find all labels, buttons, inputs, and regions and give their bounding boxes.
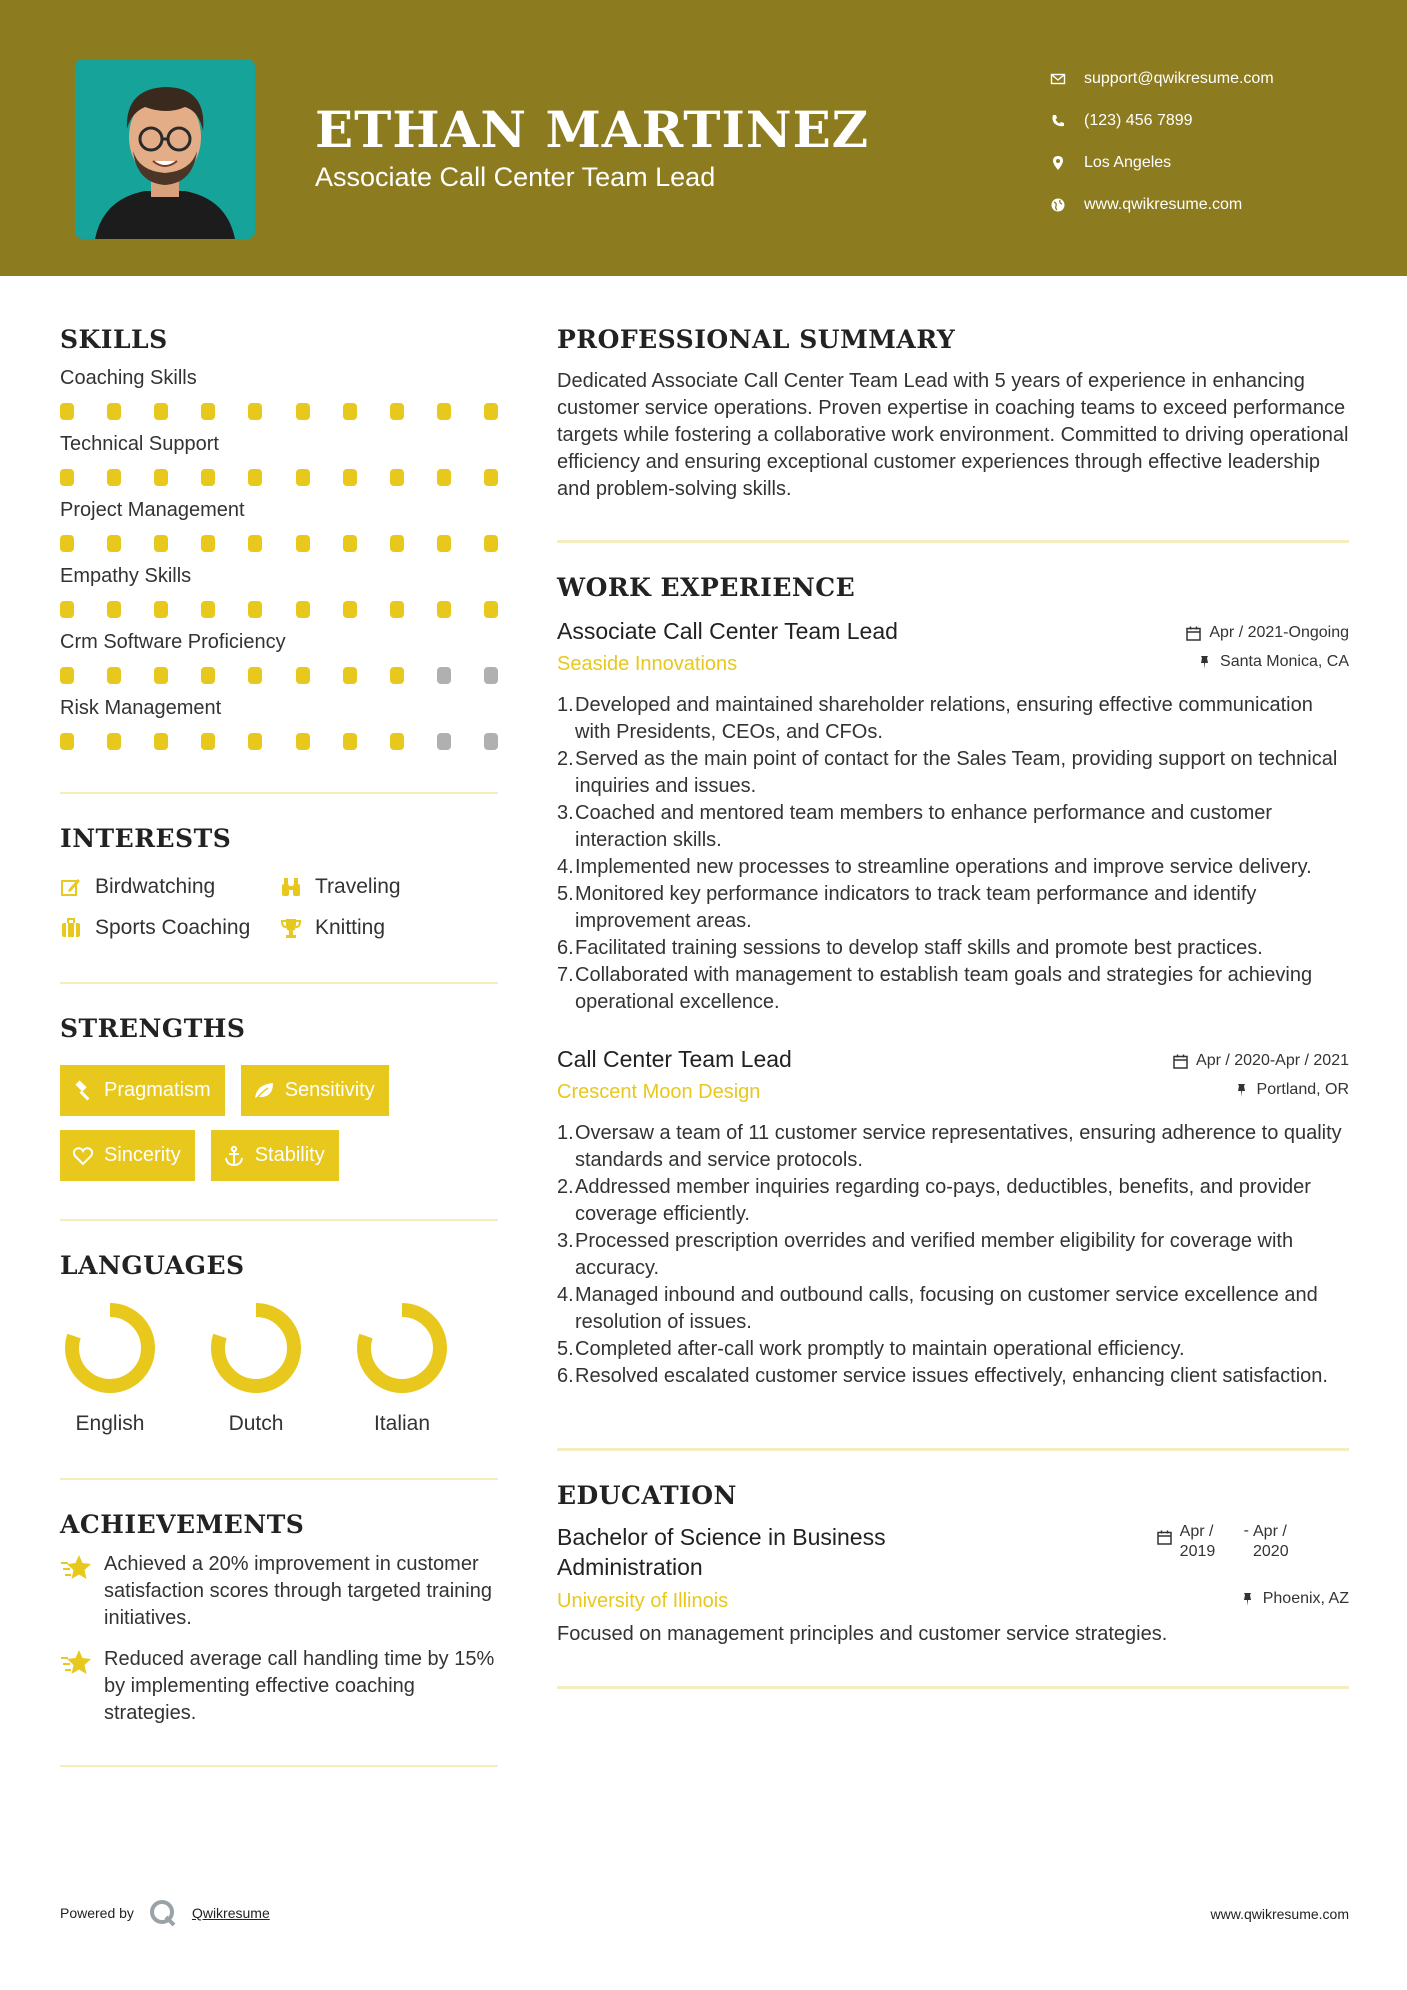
duty-item: 2. Addressed member inquiries regarding co-pays, deductibles, benefits, and provider coverage efficiently.	[557, 1174, 1349, 1228]
education-heading: EDUCATION	[557, 1481, 737, 1510]
map-pin-icon	[1050, 155, 1066, 171]
contact-phone-text: (123) 456 7899	[1084, 112, 1193, 129]
right-column	[557, 325, 1349, 1689]
rating-dot	[154, 469, 168, 486]
job-location	[1197, 653, 1349, 671]
duty-item: 4. Implemented new processes to streamline operations and improve service delivery.	[557, 854, 1349, 881]
achievement-item	[60, 1551, 498, 1632]
job-role: Associate Call Center Team Lead	[557, 618, 898, 644]
rating-dot	[248, 733, 262, 750]
rating-dot	[484, 667, 498, 684]
candidate-title: Associate Call Center Team Lead	[315, 162, 716, 192]
interests-list	[60, 875, 498, 940]
rating-dot	[484, 535, 498, 552]
rating-dot	[60, 667, 74, 684]
language-ring	[356, 1302, 448, 1394]
footer-powered-by	[60, 1898, 270, 1928]
interest-label: Traveling	[315, 875, 401, 898]
experience-heading: WORK EXPERIENCE	[557, 573, 856, 602]
rating-dot	[201, 601, 215, 618]
contact-location	[1050, 142, 1390, 184]
rating-dot	[60, 469, 74, 486]
interest-item	[60, 916, 280, 940]
interest-label: Birdwatching	[95, 875, 216, 898]
education-location-text: Phoenix, AZ	[1262, 1590, 1349, 1607]
rating-dot	[248, 469, 262, 486]
rating-dot	[154, 403, 168, 420]
divider	[60, 1765, 498, 1767]
skill-name: Risk Management	[60, 697, 222, 719]
heart-icon	[72, 1145, 94, 1167]
duty-item: 6. Resolved escalated customer service issues effectively, enhancing client satisfaction.	[557, 1363, 1349, 1390]
interest-item	[280, 916, 480, 940]
education-end: Apr / 2020	[1253, 1523, 1289, 1560]
candidate-name: ETHAN MARTINEZ	[315, 100, 870, 159]
profile-photo	[75, 59, 255, 239]
education-start: Apr / 2019	[1179, 1523, 1216, 1560]
globe-icon	[1050, 197, 1066, 213]
strength-chip	[241, 1065, 389, 1116]
divider	[60, 982, 498, 984]
calendar-icon	[1186, 626, 1201, 641]
rating-dot	[201, 667, 215, 684]
education-location	[1240, 1590, 1349, 1608]
skill-name: Project Management	[60, 499, 245, 521]
calendar-icon	[1157, 1530, 1172, 1545]
duty-text: Developed and maintained shareholder relations, ensuring effective communication with Presidents, CEOs, and CFOs.	[575, 694, 1313, 743]
rating-dot	[484, 601, 498, 618]
powered-by-text: Powered by	[60, 1905, 134, 1921]
rating-dot	[248, 667, 262, 684]
skill-item	[60, 433, 498, 486]
strengths-list	[60, 1065, 498, 1181]
job-subheader	[557, 653, 1349, 676]
qwikresume-logo-icon	[148, 1898, 178, 1928]
job-date-text: Apr / 2020-Apr / 2021	[1196, 1052, 1349, 1069]
contact-website-text: www.qwikresume.com	[1084, 196, 1243, 213]
phone-icon	[1050, 113, 1066, 129]
language-name: Dutch	[228, 1412, 284, 1435]
languages-heading: LANGUAGES	[60, 1251, 245, 1280]
divider	[557, 540, 1349, 543]
duties-list	[557, 1120, 1349, 1390]
strength-label: Stability	[254, 1144, 325, 1166]
job-location	[1234, 1081, 1349, 1099]
duty-text: Collaborated with management to establish team goals and strategies for achieving operational excellence.	[575, 964, 1313, 1013]
job-entry	[557, 1046, 1349, 1390]
rating-dot	[390, 403, 404, 420]
interest-item	[60, 875, 280, 899]
skill-rating	[60, 535, 498, 552]
strength-chip	[211, 1130, 339, 1181]
strength-label: Pragmatism	[104, 1079, 211, 1101]
duty-text: Monitored key performance indicators to track team performance and identify improvement areas.	[575, 883, 1257, 932]
skills-list	[60, 367, 498, 750]
rating-dot	[390, 733, 404, 750]
achievement-text: Reduced average call handling time by 15% by implementing effective coaching strategies.	[104, 1648, 495, 1724]
duty-text: Addressed member inquiries regarding co-pays, deductibles, benefits, and provider coverage efficiently.	[575, 1176, 1311, 1225]
interest-item	[280, 875, 480, 899]
calendar-icon	[1173, 1054, 1188, 1069]
rating-dot	[390, 601, 404, 618]
rating-dot	[437, 469, 451, 486]
rating-dot	[296, 469, 310, 486]
rating-dot	[343, 667, 357, 684]
languages-list	[60, 1302, 498, 1436]
edit-icon	[60, 876, 82, 898]
strength-chip	[60, 1130, 195, 1181]
duty-text: Managed inbound and outbound calls, focusing on customer service excellence and resolution of issues.	[575, 1284, 1318, 1333]
rating-dot	[390, 667, 404, 684]
duty-text: Implemented new processes to streamline operations and improve service delivery.	[575, 856, 1312, 878]
job-subheader	[557, 1081, 1349, 1104]
rating-dot	[60, 601, 74, 618]
duty-item: 1. Developed and maintained shareholder relations, ensuring effective communication with Presidents, CEOs, and CFOs.	[557, 692, 1349, 746]
rating-dot	[343, 403, 357, 420]
degree-name: Bachelor of Science in Business Administration	[557, 1524, 886, 1580]
skill-item	[60, 565, 498, 618]
rating-dot	[248, 403, 262, 420]
duty-item: 1. Oversaw a team of 11 customer service representatives, ensuring adherence to quality standards and service protocols.	[557, 1120, 1349, 1174]
job-date	[1186, 624, 1349, 642]
rating-dot	[437, 733, 451, 750]
avatar-illustration	[75, 59, 255, 239]
rating-dot	[107, 667, 121, 684]
left-column	[60, 325, 498, 1767]
rating-dot	[296, 535, 310, 552]
duty-item: 3. Coached and mentored team members to enhance performance and customer interaction skills.	[557, 800, 1349, 854]
language-ring	[210, 1302, 302, 1394]
achievements-heading: ACHIEVEMENTS	[60, 1510, 305, 1539]
star-icon	[60, 1648, 94, 1678]
skill-name: Technical Support	[60, 433, 219, 455]
skill-rating	[60, 469, 498, 486]
rating-dot	[390, 535, 404, 552]
interest-label: Sports Coaching	[95, 916, 251, 939]
star-icon	[60, 1553, 94, 1583]
job-role: Call Center Team Lead	[557, 1046, 792, 1072]
contact-email-text: support@qwikresume.com	[1084, 70, 1274, 87]
contact-email[interactable]	[1050, 58, 1390, 100]
rating-dot	[60, 403, 74, 420]
rating-dot	[154, 535, 168, 552]
summary-text: Dedicated Associate Call Center Team Lead with 5 years of experience in enhancing customer service operations. Proven expertise in coaching teams to exceed performance targets while fostering a collaborative work environment. Committed to driving operational efficiency and ensuring exceptional customer experiences through effective leadership and problem-solving skills.	[557, 370, 1349, 500]
rating-dot	[60, 733, 74, 750]
rating-dot	[296, 403, 310, 420]
rating-dot	[296, 667, 310, 684]
rating-dot	[343, 535, 357, 552]
skills-heading: SKILLS	[60, 325, 168, 354]
job-header	[557, 618, 1349, 645]
language-ring	[64, 1302, 156, 1394]
divider	[60, 1478, 498, 1480]
rating-dot	[296, 601, 310, 618]
strengths-heading: STRENGTHS	[60, 1014, 246, 1043]
education-header	[557, 1522, 1349, 1582]
language-item	[60, 1302, 206, 1436]
school-name: University of Illinois	[557, 1590, 729, 1612]
duty-item: 4. Managed inbound and outbound calls, focusing on customer service excellence and resolution of issues.	[557, 1282, 1349, 1336]
rating-dot	[484, 469, 498, 486]
rating-dot	[201, 403, 215, 420]
rating-dot	[437, 667, 451, 684]
language-item	[206, 1302, 352, 1436]
duty-text: Oversaw a team of 11 customer service representatives, ensuring adherence to quality standards and service protocols.	[575, 1122, 1342, 1171]
leaf-icon	[253, 1080, 275, 1102]
duty-item: 5. Completed after-call work promptly to maintain operational efficiency.	[557, 1336, 1349, 1363]
achievement-item	[60, 1646, 498, 1727]
pin-icon	[1197, 655, 1212, 670]
rating-dot	[201, 469, 215, 486]
duty-text: Resolved escalated customer service issues effectively, enhancing client satisfaction.	[575, 1365, 1328, 1387]
interests-heading: INTERESTS	[60, 824, 232, 853]
contact-info	[1050, 58, 1390, 226]
trophy-icon	[280, 917, 302, 939]
rating-dot	[107, 601, 121, 618]
rating-dot	[437, 535, 451, 552]
rating-dot	[201, 733, 215, 750]
rating-dot	[437, 601, 451, 618]
briefcase-icon	[60, 917, 82, 939]
language-item	[352, 1302, 498, 1436]
skill-name: Coaching Skills	[60, 367, 197, 389]
rating-dot	[248, 601, 262, 618]
skill-name: Empathy Skills	[60, 565, 192, 587]
footer-website[interactable]: www.qwikresume.com	[1210, 1906, 1349, 1922]
rating-dot	[107, 535, 121, 552]
duty-text: Completed after-call work promptly to maintain operational efficiency.	[575, 1338, 1185, 1360]
skill-rating	[60, 733, 498, 750]
strength-label: Sincerity	[104, 1144, 181, 1166]
rating-dot	[390, 469, 404, 486]
rating-dot	[343, 733, 357, 750]
rating-dot	[154, 667, 168, 684]
skill-rating	[60, 601, 498, 618]
duty-item: 3. Processed prescription overrides and verified member eligibility for coverage with accuracy.	[557, 1228, 1349, 1282]
language-name: English	[75, 1412, 145, 1435]
achievement-text: Achieved a 20% improvement in customer satisfaction scores through targeted training initiatives.	[104, 1553, 492, 1629]
strength-chip	[60, 1065, 225, 1116]
skill-item	[60, 631, 498, 684]
rating-dot	[484, 403, 498, 420]
divider	[557, 1686, 1349, 1689]
divider	[60, 1219, 498, 1221]
anchor-icon	[223, 1145, 245, 1167]
duty-text: Coached and mentored team members to enhance performance and customer interaction skills.	[575, 802, 1273, 851]
pin-icon	[1234, 1083, 1249, 1098]
rating-dot	[343, 601, 357, 618]
rating-dot	[437, 403, 451, 420]
company-name: Crescent Moon Design	[557, 1081, 761, 1103]
duties-list	[557, 692, 1349, 1016]
rating-dot	[107, 469, 121, 486]
rating-dot	[107, 403, 121, 420]
rating-dot	[60, 535, 74, 552]
duty-text: Facilitated training sessions to develop staff skills and promote best practices.	[575, 937, 1263, 959]
job-header	[557, 1046, 1349, 1073]
contact-website[interactable]	[1050, 184, 1390, 226]
skill-item	[60, 499, 498, 552]
binoculars-icon	[280, 876, 302, 898]
skill-item	[60, 697, 498, 750]
divider	[60, 792, 498, 794]
skill-item	[60, 367, 498, 420]
rating-dot	[484, 733, 498, 750]
rating-dot	[154, 733, 168, 750]
education-description: Focused on management principles and customer service strategies.	[557, 1623, 1168, 1645]
job-location-text: Santa Monica, CA	[1220, 653, 1349, 670]
envelope-icon	[1050, 71, 1066, 87]
rating-dot	[154, 601, 168, 618]
rating-dot	[201, 535, 215, 552]
job-entry	[557, 618, 1349, 1016]
divider	[557, 1448, 1349, 1451]
skill-rating	[60, 667, 498, 684]
summary-heading: PROFESSIONAL SUMMARY	[557, 325, 956, 354]
job-location-text: Portland, OR	[1256, 1081, 1349, 1098]
pin-icon	[1240, 1592, 1255, 1607]
duty-text: Processed prescription overrides and verified member eligibility for coverage with accuracy.	[575, 1230, 1294, 1279]
duty-item: 6. Facilitated training sessions to develop staff skills and promote best practices.	[557, 935, 1349, 962]
skill-name: Crm Software Proficiency	[60, 631, 286, 653]
duty-item: 7. Collaborated with management to establish team goals and strategies for achieving operational excellence.	[557, 962, 1349, 1016]
resume-header	[0, 0, 1407, 276]
education-subheader	[557, 1590, 1349, 1613]
company-name: Seaside Innovations	[557, 653, 738, 675]
duty-text: Served as the main point of contact for the Sales Team, providing support on technical inquiries and issues.	[575, 748, 1338, 797]
duty-item: 5. Monitored key performance indicators to track team performance and identify improvement areas.	[557, 881, 1349, 935]
duty-item: 2. Served as the main point of contact for the Sales Team, providing support on technical inquiries and issues.	[557, 746, 1349, 800]
rating-dot	[296, 733, 310, 750]
brand-link[interactable]: Qwikresume	[191, 1905, 270, 1921]
interest-label: Knitting	[315, 916, 386, 939]
gavel-icon	[72, 1080, 94, 1102]
skill-rating	[60, 403, 498, 420]
rating-dot	[248, 535, 262, 552]
rating-dot	[107, 733, 121, 750]
education-dates: Apr / 2019 - Apr / 2020	[1157, 1522, 1303, 1562]
contact-location-text: Los Angeles	[1084, 154, 1172, 171]
job-date	[1173, 1052, 1349, 1070]
strength-label: Sensitivity	[284, 1079, 375, 1101]
contact-phone[interactable]	[1050, 100, 1390, 142]
language-name: Italian	[373, 1412, 431, 1435]
rating-dot	[343, 469, 357, 486]
job-date-text: Apr / 2021-Ongoing	[1209, 624, 1349, 641]
